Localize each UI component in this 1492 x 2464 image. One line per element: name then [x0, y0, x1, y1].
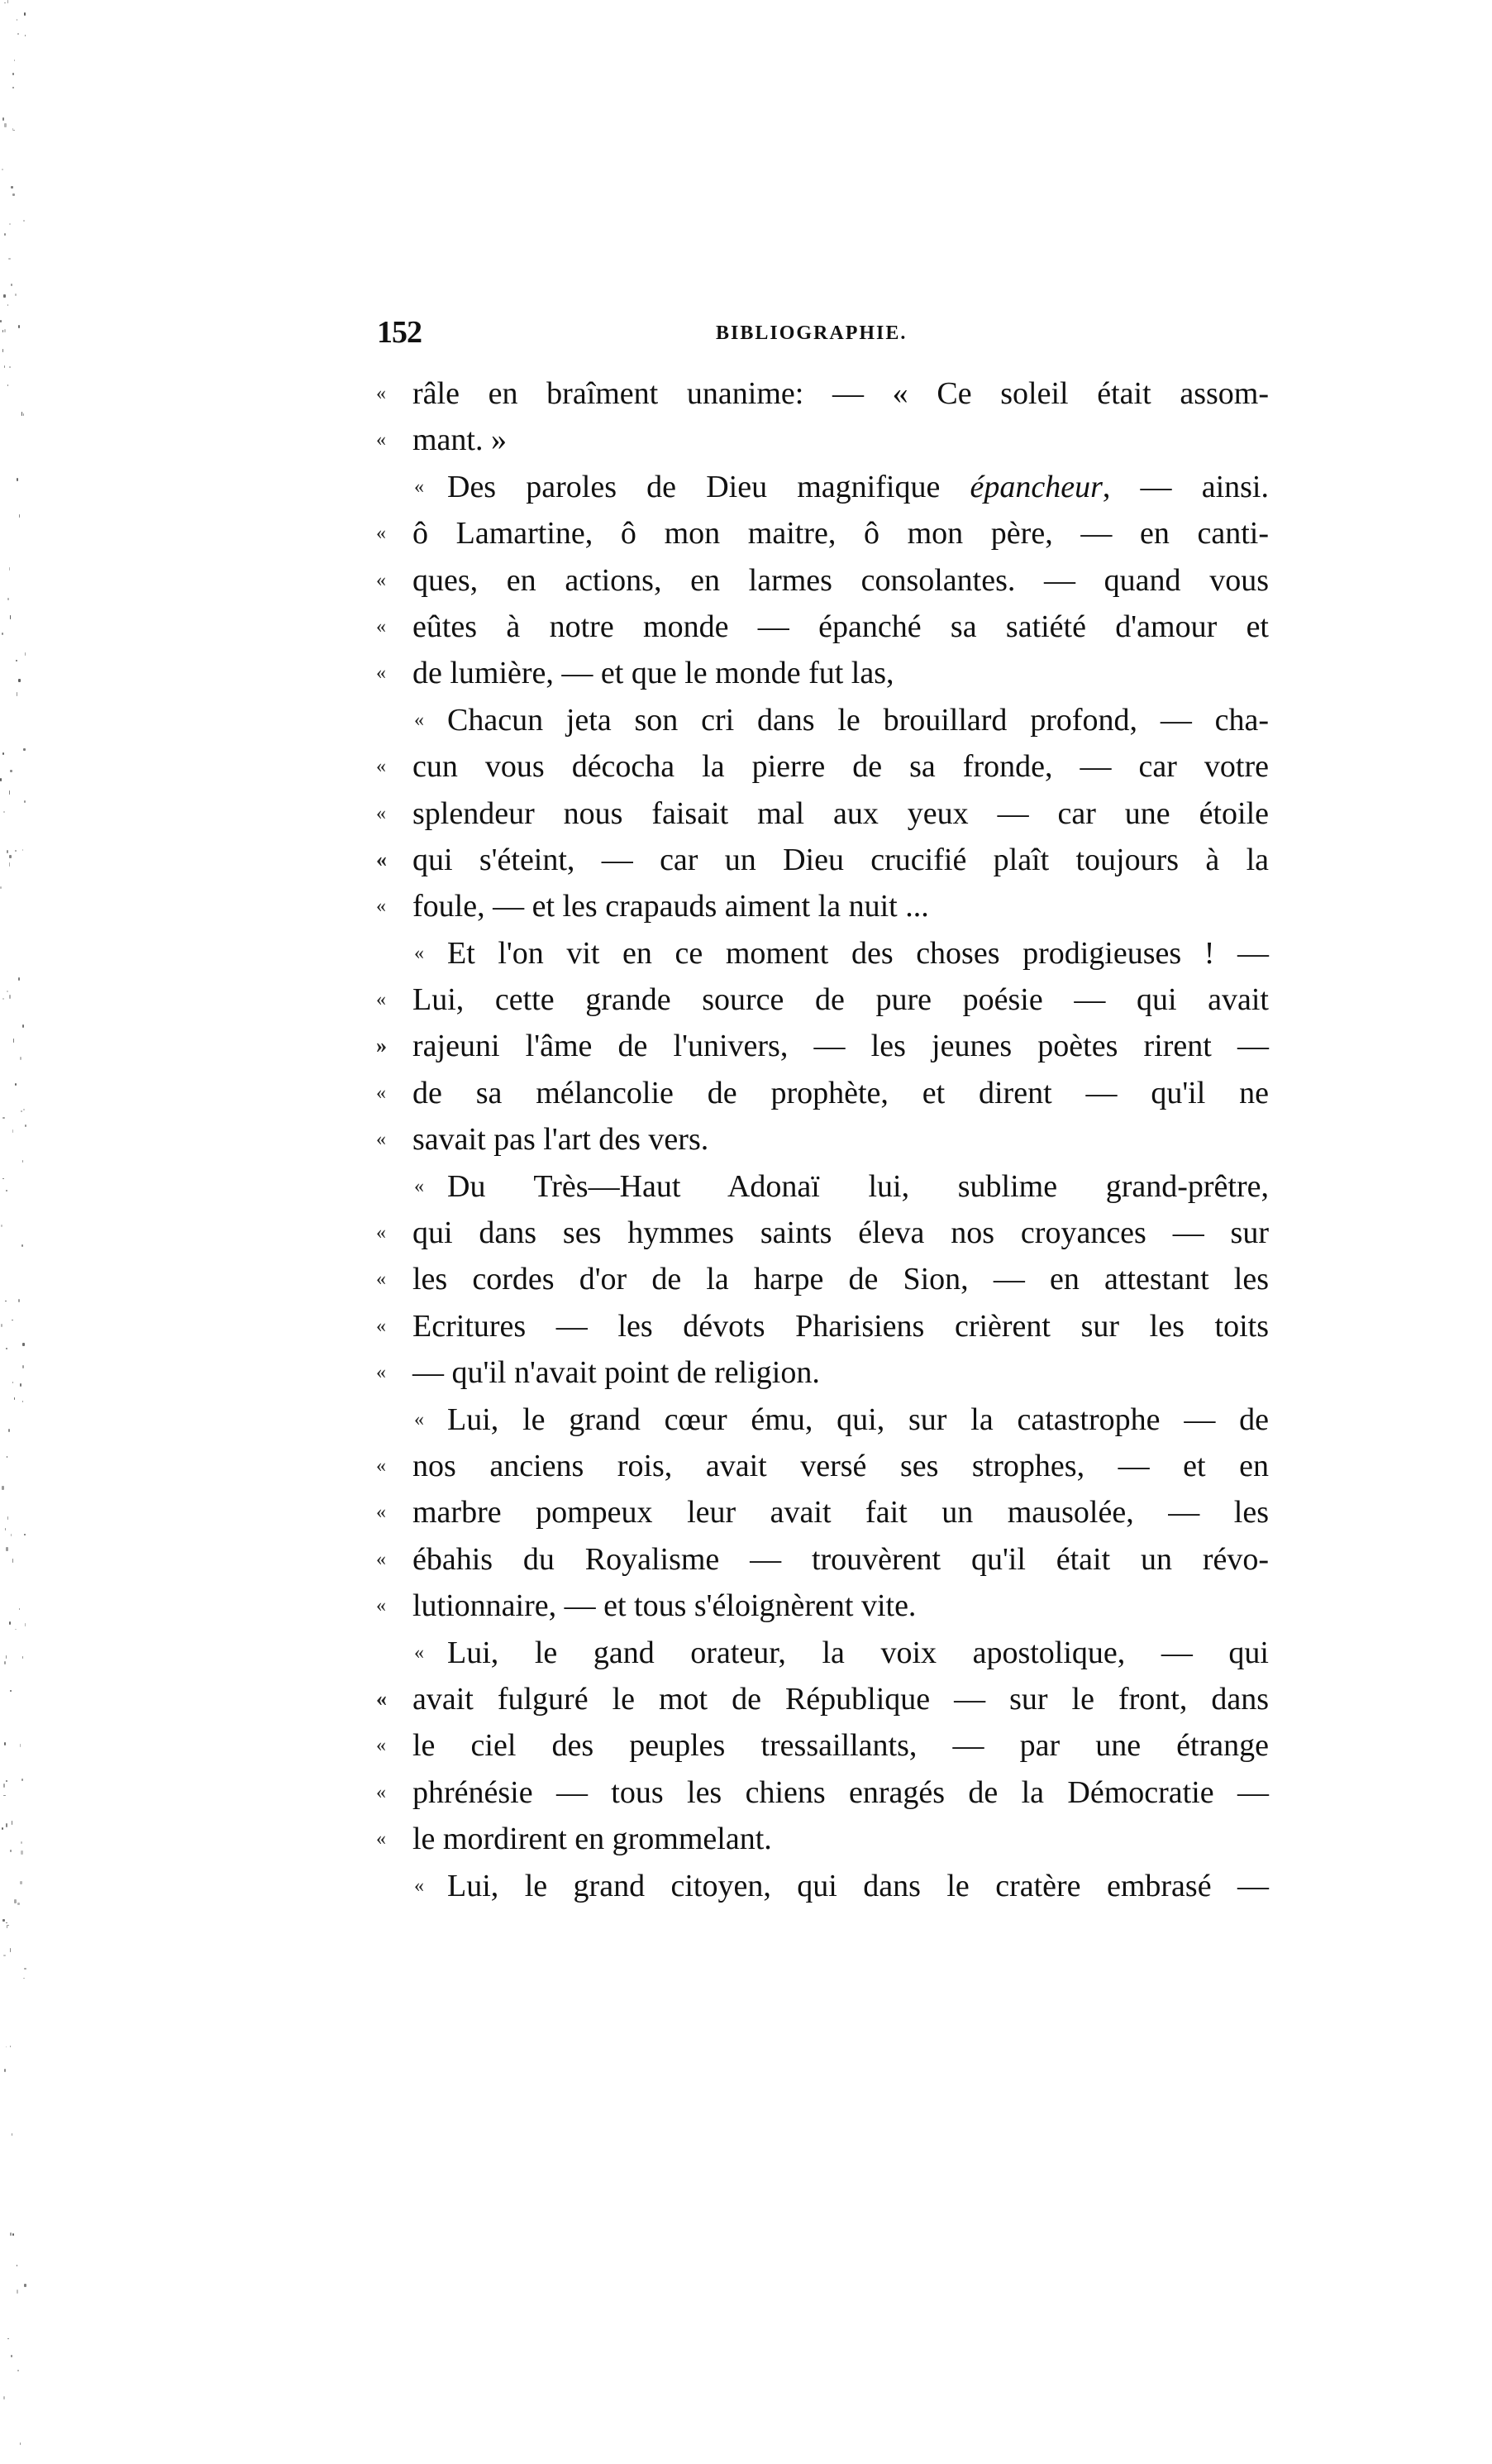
- line-text: de sa mélancolie de prophète, et dirent — qu'il ne: [412, 1075, 1269, 1110]
- page-body-text: [376, 370, 1269, 1909]
- line-text: Lui, le gand orateur, la voix apostolique, — qui: [447, 1635, 1269, 1670]
- guillemet-mark: «: [376, 1362, 386, 1384]
- text-line: [376, 1443, 1269, 1489]
- line-text: qui dans ses hymmes saints éleva nos croyances — sur: [412, 1215, 1269, 1251]
- text-line: [376, 1722, 1269, 1769]
- line-text: eûtes à notre monde — épanché sa satiété d'amour et: [412, 609, 1269, 644]
- line-text: Ecritures — les dévots Pharisiens crièrent sur les toits: [412, 1308, 1269, 1344]
- line-text: Et l'on vit en ce moment des choses prodigieuses ! —: [447, 935, 1269, 971]
- line-text: ques, en actions, en larmes consolantes. — quand vous: [412, 562, 1269, 598]
- text-line: [376, 1023, 1269, 1069]
- text-line: [376, 1349, 1269, 1396]
- line-text: mant. »: [412, 423, 507, 458]
- guillemet-mark: «: [376, 1454, 386, 1477]
- guillemet-mark: «: [414, 709, 424, 731]
- guillemet-mark: «: [376, 1735, 386, 1757]
- line-text: Lui, cette grande source de pure poésie — qui avait: [412, 982, 1269, 1018]
- scan-edge-noise: [0, 0, 33, 2464]
- guillemet-mark: «: [376, 1781, 386, 1803]
- guillemet-mark: «: [376, 895, 386, 918]
- text-line: [376, 1070, 1269, 1116]
- line-text: ô Lamartine, ô mon maitre, ô mon père, — en canti-: [412, 516, 1269, 552]
- text-line: [376, 1210, 1269, 1256]
- guillemet-mark: «: [414, 942, 424, 964]
- line-text: splendeur nous faisait mal aux yeux — car une étoile: [412, 795, 1269, 831]
- text-line: [376, 790, 1269, 837]
- text-line: [376, 1676, 1269, 1722]
- text-line: [376, 510, 1269, 556]
- guillemet-mark: «: [414, 475, 424, 498]
- line-text: les cordes d'or de la harpe de Sion, — en attestant les: [412, 1262, 1269, 1297]
- line-text: Chacun jeta son cri dans le brouillard profond, — cha-: [447, 702, 1269, 738]
- line-text: phrénésie — tous les chiens enragés de la Démocratie —: [412, 1774, 1269, 1810]
- text-line: [376, 1489, 1269, 1535]
- line-text: rajeuni l'âme de l'univers, — les jeunes poètes rirent —: [412, 1029, 1269, 1064]
- line-text: avait fulguré le mot de République — sur le front, dans: [412, 1681, 1269, 1717]
- line-text: Lui, le grand citoyen, qui dans le cratère embrasé —: [447, 1868, 1269, 1903]
- text-line: [376, 930, 1269, 977]
- guillemet-mark: «: [414, 1874, 424, 1897]
- text-line: [376, 697, 1269, 743]
- line-text: savait pas l'art des vers.: [412, 1122, 709, 1158]
- guillemet-mark: «: [376, 989, 386, 1011]
- guillemet-mark: «: [376, 1268, 386, 1291]
- line-text: le ciel des peuples tressaillants, — par une étrange: [412, 1728, 1269, 1764]
- page-number: 152: [377, 315, 422, 350]
- guillemet-mark: «: [376, 429, 386, 451]
- text-line: [376, 1256, 1269, 1302]
- text-line: [376, 1583, 1269, 1629]
- guillemet-mark: «: [376, 615, 386, 637]
- text-line: [376, 743, 1269, 790]
- text-line: [376, 464, 1269, 510]
- guillemet-mark: «: [376, 383, 386, 404]
- guillemet-mark: «: [376, 523, 386, 545]
- text-line: [376, 1816, 1269, 1862]
- guillemet-mark: «: [414, 1641, 424, 1664]
- guillemet-mark: »: [376, 1034, 387, 1058]
- text-line: [376, 837, 1269, 883]
- text-line: [376, 370, 1269, 417]
- guillemet-mark: «: [414, 1408, 424, 1430]
- text-line: [376, 883, 1269, 929]
- line-text: lutionnaire, — et tous s'éloignèrent vite.: [412, 1588, 917, 1624]
- line-text: le mordirent en grommelant.: [412, 1822, 772, 1857]
- text-line: [376, 1116, 1269, 1163]
- text-line: [376, 1163, 1269, 1210]
- text-line: [376, 1769, 1269, 1816]
- text-line: [376, 977, 1269, 1023]
- line-text: ébahis du Royalisme — trouvèrent qu'il était un révo-: [412, 1541, 1269, 1577]
- guillemet-mark: «: [414, 1175, 424, 1197]
- line-text: Des paroles de Dieu magnifique épancheur, — ainsi.: [447, 469, 1269, 504]
- text-line: [376, 417, 1269, 463]
- line-text: râle en braîment unanime: — « Ce soleil était assom-: [412, 376, 1269, 411]
- line-text: foule, — et les crapauds aiment la nuit ...: [412, 889, 929, 924]
- line-text: Lui, le grand cœur ému, qui, sur la catastrophe — de: [447, 1402, 1269, 1437]
- guillemet-mark: «: [376, 1828, 386, 1850]
- text-line: [376, 1630, 1269, 1676]
- text-line: [376, 557, 1269, 604]
- text-line: [376, 1863, 1269, 1909]
- guillemet-mark: «: [376, 662, 386, 685]
- guillemet-mark: «: [376, 756, 386, 778]
- guillemet-mark: «: [376, 847, 387, 871]
- guillemet-mark: «: [376, 1315, 386, 1337]
- guillemet-mark: «: [376, 1129, 386, 1151]
- text-line: [376, 604, 1269, 650]
- line-text: — qu'il n'avait point de religion.: [412, 1355, 820, 1391]
- line-text: cun vous décocha la pierre de sa fronde, — car votre: [412, 749, 1269, 785]
- page-header: [374, 316, 1266, 349]
- guillemet-mark: «: [376, 1502, 386, 1524]
- guillemet-mark: «: [376, 1222, 386, 1244]
- text-line: [376, 1536, 1269, 1583]
- guillemet-mark: «: [376, 569, 386, 591]
- guillemet-mark: «: [376, 1686, 387, 1711]
- line-text: de lumière, — et que le monde fut las,: [412, 656, 894, 691]
- guillemet-mark: «: [376, 1548, 386, 1570]
- guillemet-mark: «: [376, 802, 386, 824]
- line-text: Du Très—Haut Adonaï lui, sublime grand-prêtre,: [447, 1168, 1269, 1204]
- line-text: marbre pompeux leur avait fait un mausolée, — les: [412, 1495, 1269, 1530]
- guillemet-mark: «: [376, 1082, 386, 1104]
- text-line: [376, 650, 1269, 696]
- running-title: BIBLIOGRAPHIE.: [716, 322, 908, 344]
- text-line: [376, 1303, 1269, 1349]
- line-text: qui s'éteint, — car un Dieu crucifié plaît toujours à la: [412, 842, 1269, 877]
- text-line: [376, 1397, 1269, 1443]
- guillemet-mark: «: [376, 1595, 386, 1617]
- line-text: nos anciens rois, avait versé ses strophes, — et en: [412, 1448, 1269, 1483]
